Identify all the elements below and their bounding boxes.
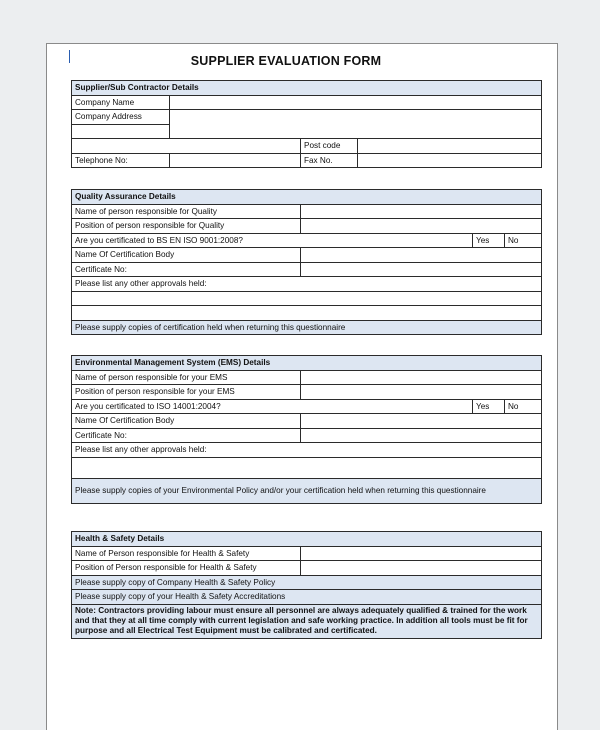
ems-cert-body-field[interactable] xyxy=(301,414,542,429)
company-address-label: Company Address xyxy=(72,110,170,125)
form-title xyxy=(0,54,600,68)
quality-person-label: Name of person responsible for Quality xyxy=(72,204,301,219)
ems-table xyxy=(71,355,542,504)
quality-cert-body-field[interactable] xyxy=(301,248,542,263)
ems-position-field[interactable] xyxy=(301,385,542,400)
telephone-label: Telephone No: xyxy=(72,153,170,168)
company-address-field[interactable] xyxy=(170,110,542,139)
quality-yes-option[interactable]: Yes xyxy=(473,233,505,248)
supplier-details-table xyxy=(71,80,542,168)
supplier-details-heading: Supplier/Sub Contractor Details xyxy=(72,81,542,96)
ems-other-approvals-field[interactable] xyxy=(72,457,542,478)
company-address-label-cont xyxy=(72,124,170,139)
ems-certified-question: Are you certificated to ISO 14001:2004? xyxy=(72,399,473,414)
quality-cert-no-field[interactable] xyxy=(301,262,542,277)
quality-other-approvals-label: Please list any other approvals held: xyxy=(72,277,542,292)
ems-supply-note: Please supply copies of your Environmental Policy and/or your certification held when returning this questionnaire xyxy=(72,478,542,503)
quality-position-field[interactable] xyxy=(301,219,542,234)
health-safety-table xyxy=(71,531,542,639)
ems-other-approvals-label: Please list any other approvals held: xyxy=(72,443,542,458)
post-code-field[interactable] xyxy=(358,139,542,154)
hs-contractors-note: Note: Contractors providing labour must ensure all personnel are always adequately qualified & trained for the work and that they at all time comply with current legislation and safe working practice. In addition all tools must be fit for purpose and all Electrical Test Equipment must be calibrated and certificated. xyxy=(72,604,542,638)
quality-position-label: Position of person responsible for Quality xyxy=(72,219,301,234)
address-extra-field[interactable] xyxy=(72,139,301,154)
quality-certified-question: Are you certificated to BS EN ISO 9001:2008? xyxy=(72,233,473,248)
ems-cert-no-field[interactable] xyxy=(301,428,542,443)
hs-policy-note: Please supply copy of Company Health & Safety Policy xyxy=(72,575,542,590)
quality-cert-no-label: Certificate No: xyxy=(72,262,301,277)
form-title-text: SUPPLIER EVALUATION FORM xyxy=(190,54,382,68)
company-name-label: Company Name xyxy=(72,95,170,110)
ems-person-label: Name of person responsible for your EMS xyxy=(72,370,301,385)
ems-person-field[interactable] xyxy=(301,370,542,385)
hs-accreditations-note: Please supply copy of your Health & Safety Accreditations xyxy=(72,590,542,605)
quality-cert-body-label: Name Of Certification Body xyxy=(72,248,301,263)
quality-other-approvals-field-1[interactable] xyxy=(72,291,542,306)
post-code-label: Post code xyxy=(301,139,358,154)
hs-person-label: Name of Person responsible for Health & Safety xyxy=(72,546,301,561)
quality-heading: Quality Assurance Details xyxy=(72,190,542,205)
ems-cert-body-label: Name Of Certification Body xyxy=(72,414,301,429)
quality-no-option[interactable]: No xyxy=(505,233,542,248)
company-name-field[interactable] xyxy=(170,95,542,110)
ems-no-option[interactable]: No xyxy=(505,399,542,414)
ems-cert-no-label: Certificate No: xyxy=(72,428,301,443)
hs-heading: Health & Safety Details xyxy=(72,532,542,547)
ems-heading: Environmental Management System (EMS) Details xyxy=(72,356,542,371)
fax-label: Fax No. xyxy=(301,153,358,168)
ems-yes-option[interactable]: Yes xyxy=(473,399,505,414)
hs-position-field[interactable] xyxy=(301,561,542,576)
hs-person-field[interactable] xyxy=(301,546,542,561)
quality-person-field[interactable] xyxy=(301,204,542,219)
quality-assurance-table xyxy=(71,189,542,335)
hs-position-label: Position of Person responsible for Health & Safety xyxy=(72,561,301,576)
quality-other-approvals-field-2[interactable] xyxy=(72,306,542,321)
ems-position-label: Position of person responsible for your EMS xyxy=(72,385,301,400)
telephone-field[interactable] xyxy=(170,153,301,168)
quality-supply-note: Please supply copies of certification held when returning this questionnaire xyxy=(72,320,542,335)
fax-field[interactable] xyxy=(358,153,542,168)
